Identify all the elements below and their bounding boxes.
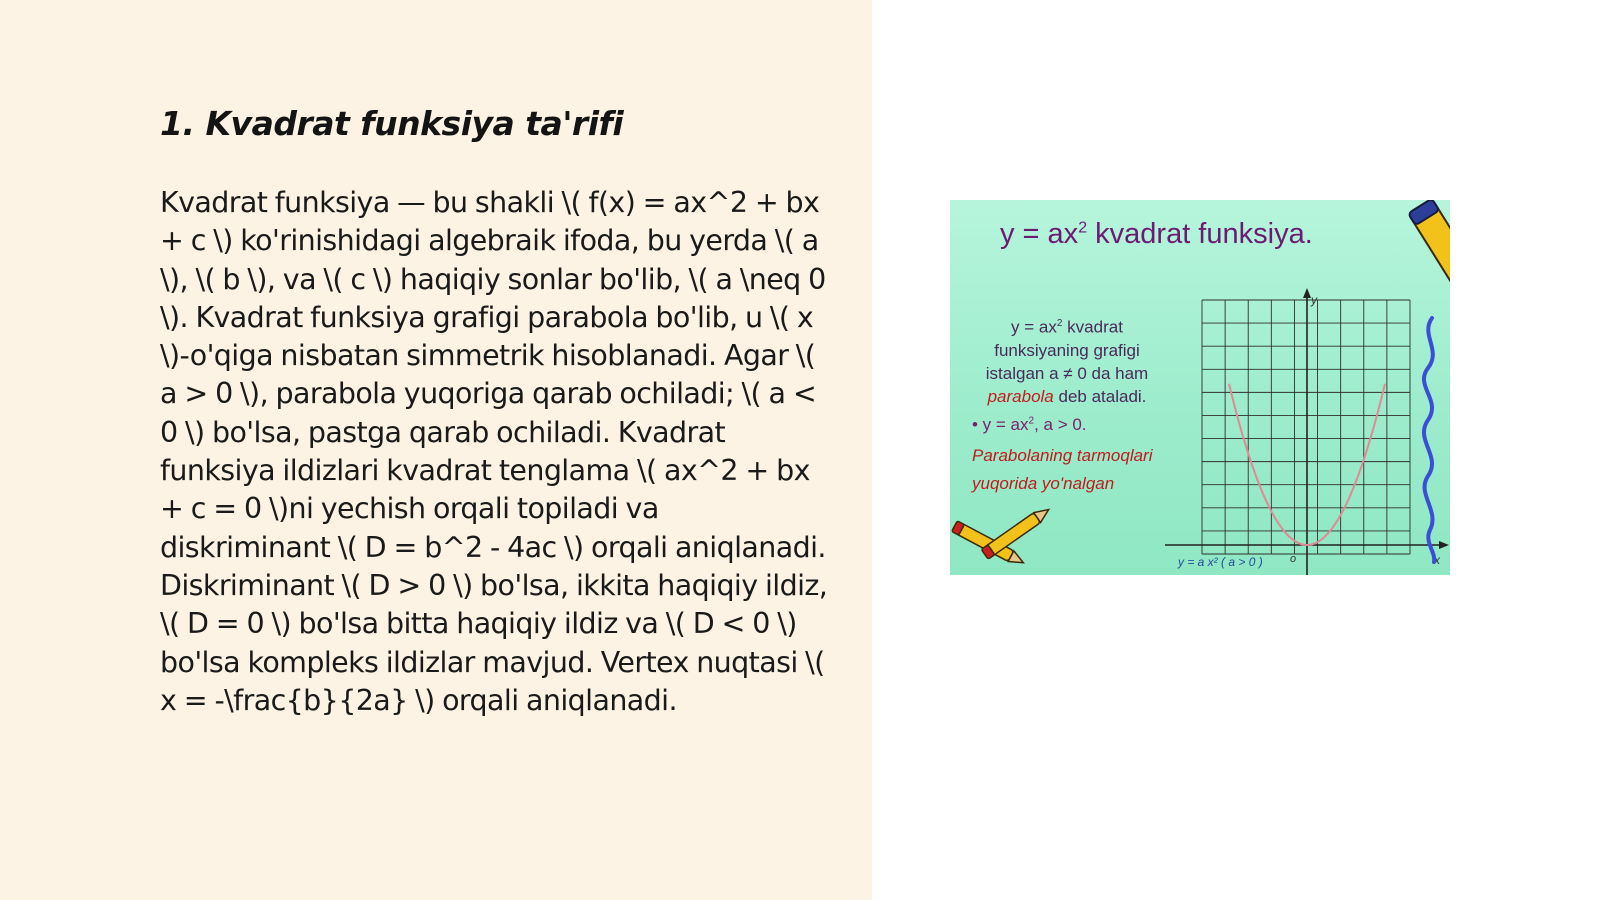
slide-title: 1. Kvadrat funksiya ta'rifi (160, 104, 624, 143)
axis-y-label: y (1311, 293, 1317, 307)
parabola-illustration (950, 200, 1450, 575)
illustration-title: $y = ax^2$ kvadrat funksiya. (1000, 218, 1313, 250)
origin-label: o (1290, 553, 1297, 565)
illustration-description: $y = ax^2$ kvadrat funksiyaning grafigi istalgan a ≠ 0 da ham parabola deb ataladi. (985, 317, 1149, 406)
graph-caption: y = a x² ( a > 0 ) (1178, 555, 1263, 569)
pencil-icon (1408, 200, 1450, 317)
slide-body-text: Kvadrat funksiya — bu shakli \( f(x) = ax^2 + bx + c \) ko'rinishidagi algebraik ifoda, bu yerda \( a \), \( b \), va \( c \) haqiqiy sonlar bo'lib, \( a \neq 0 \). Kvadrat funksiya grafigi parabola bo'lib, u \( x \)-o'qiga nisbatan simmetrik hisoblanadi. Agar \( a > 0 \), parabola yuqoriga qarab ochiladi; \( a < 0 \) bo'lsa, pastga qarab ochiladi. Kvadrat funksiya ildizlari kvadrat tenglama \( ax^2 + bx + c = 0 \)ni yechish orqali topiladi va diskriminant \( D = b^2 - 4ac \) orqali aniqlanadi. Diskriminant \( D > 0 \) bo'lsa, ikkita haqiqiy ildiz, \( D = 0 \) bo'lsa bitta haqiqiy ildiz va \( D < 0 \) bo'lsa kompleks ildizlar mavjud. Vertex nuqtasi \( x = -\frac{b}{2a} \) orqali aniqlanadi. (160, 186, 828, 717)
decorations (950, 200, 1450, 575)
squiggle-icon (1424, 318, 1434, 562)
axis-x-label: x (1434, 553, 1440, 567)
illustration-bullet: • $y = ax^2$, a > 0. (972, 415, 1087, 434)
illustration-note: Parabolaning tarmoqlari yuqorida yo'nalgan (972, 446, 1153, 493)
crossed-pencils-icon (952, 505, 1052, 568)
